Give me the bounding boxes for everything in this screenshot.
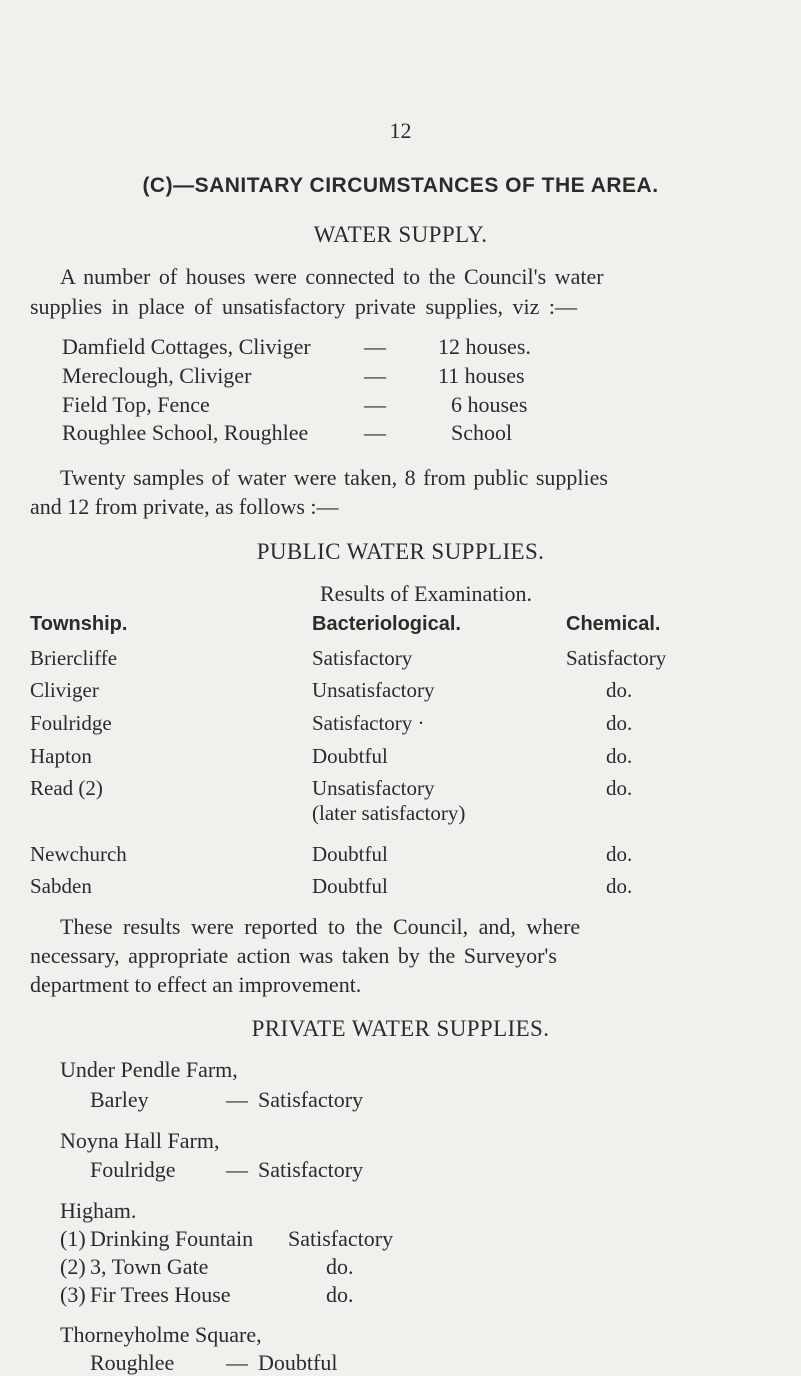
cell-bacteriological: Doubtful: [312, 842, 388, 866]
entry-title: Higham.: [60, 1198, 137, 1223]
entry-title: Under Pendle Farm,: [60, 1057, 238, 1082]
item-number: (3): [60, 1282, 86, 1307]
entry-result: Satisfactory: [258, 1157, 364, 1182]
item-number: (1): [60, 1226, 86, 1251]
cell-chemical: do.: [606, 678, 633, 702]
cell-chemical: do.: [606, 776, 633, 800]
connection-count: 11 houses: [438, 363, 525, 388]
cell-chemical: do.: [606, 744, 633, 768]
connection-count: School: [451, 420, 513, 445]
intro-line: supplies in place of unsatisfactory private supplies, viz :—: [30, 294, 578, 319]
connection-count: 6 houses: [451, 392, 528, 417]
cell-bacteriological: Satisfactory ·: [312, 711, 425, 735]
connection-dash: —: [364, 392, 386, 417]
cell-township: Sabden: [30, 874, 92, 898]
entry-result: Satisfactory: [258, 1087, 364, 1112]
results-line: department to effect an improvement.: [30, 972, 362, 997]
entry-title: Noyna Hall Farm,: [60, 1128, 220, 1153]
private-supplies-heading: PRIVATE WATER SUPPLIES.: [251, 1016, 550, 1041]
item-number: (2): [60, 1254, 86, 1279]
entry-title: Thorneyholme Square,: [60, 1322, 262, 1347]
connection-place: Damfield Cottages, Cliviger: [62, 334, 311, 359]
cell-bacteriological: Unsatisfactory: [312, 776, 435, 800]
intro-line: A number of houses were connected to the Council's water: [60, 264, 604, 289]
results-line: These results were reported to the Council, and, where: [60, 914, 581, 939]
results-line: necessary, appropriate action was taken by the Surveyor's: [30, 943, 557, 968]
samples-line: Twenty samples of water were taken, 8 from public supplies: [60, 465, 608, 490]
cell-bacteriological: Doubtful: [312, 744, 388, 768]
cell-chemical: do.: [606, 842, 633, 866]
entry-dash: —: [226, 1350, 248, 1375]
connection-place: Mereclough, Cliviger: [62, 363, 252, 388]
entry-result: Doubtful: [258, 1350, 338, 1375]
item-name: Drinking Fountain: [90, 1226, 254, 1251]
item-name: 3, Town Gate: [90, 1254, 209, 1279]
section-heading: (C)—SANITARY CIRCUMSTANCES OF THE AREA.: [142, 174, 659, 197]
cell-bacteriological: Satisfactory: [312, 646, 413, 670]
item-result: do.: [326, 1254, 354, 1279]
water-supply-heading: WATER SUPPLY.: [313, 222, 488, 247]
item-result: do.: [326, 1282, 354, 1307]
entry-place: Barley: [90, 1087, 149, 1112]
entry-dash: —: [226, 1087, 248, 1112]
cell-bacteriological-note: (later satisfactory): [312, 801, 466, 825]
entry-place: Roughlee: [90, 1350, 175, 1375]
cell-bacteriological: Doubtful: [312, 874, 388, 898]
entry-place: Foulridge: [90, 1157, 176, 1182]
cell-township: Briercliffe: [30, 646, 118, 670]
connection-count: 12 houses.: [438, 334, 531, 359]
item-result: Satisfactory: [288, 1226, 394, 1251]
connection-place: Roughlee School, Roughlee: [62, 420, 309, 445]
cell-chemical: do.: [606, 874, 633, 898]
samples-line: and 12 from private, as follows :—: [30, 494, 339, 519]
cell-township: Newchurch: [30, 842, 127, 866]
connection-dash: —: [364, 363, 386, 388]
results-heading: Results of Examination.: [320, 581, 533, 606]
cell-township: Foulridge: [30, 711, 112, 735]
header-township: Township.: [30, 613, 128, 635]
header-chemical: Chemical.: [566, 613, 661, 635]
entry-dash: —: [226, 1157, 248, 1182]
connection-dash: —: [364, 334, 386, 359]
page-number: 12: [389, 118, 412, 143]
cell-chemical: do.: [606, 711, 633, 735]
cell-chemical: Satisfactory: [566, 646, 667, 670]
cell-bacteriological: Unsatisfactory: [312, 678, 435, 702]
item-name: Fir Trees House: [90, 1282, 231, 1307]
cell-township: Cliviger: [30, 678, 99, 702]
connection-dash: —: [364, 420, 386, 445]
connection-place: Field Top, Fence: [62, 392, 210, 417]
public-supplies-heading: PUBLIC WATER SUPPLIES.: [256, 539, 545, 564]
cell-township: Hapton: [30, 744, 92, 768]
cell-township: Read (2): [30, 776, 103, 800]
header-bacteriological: Bacteriological.: [312, 613, 461, 635]
